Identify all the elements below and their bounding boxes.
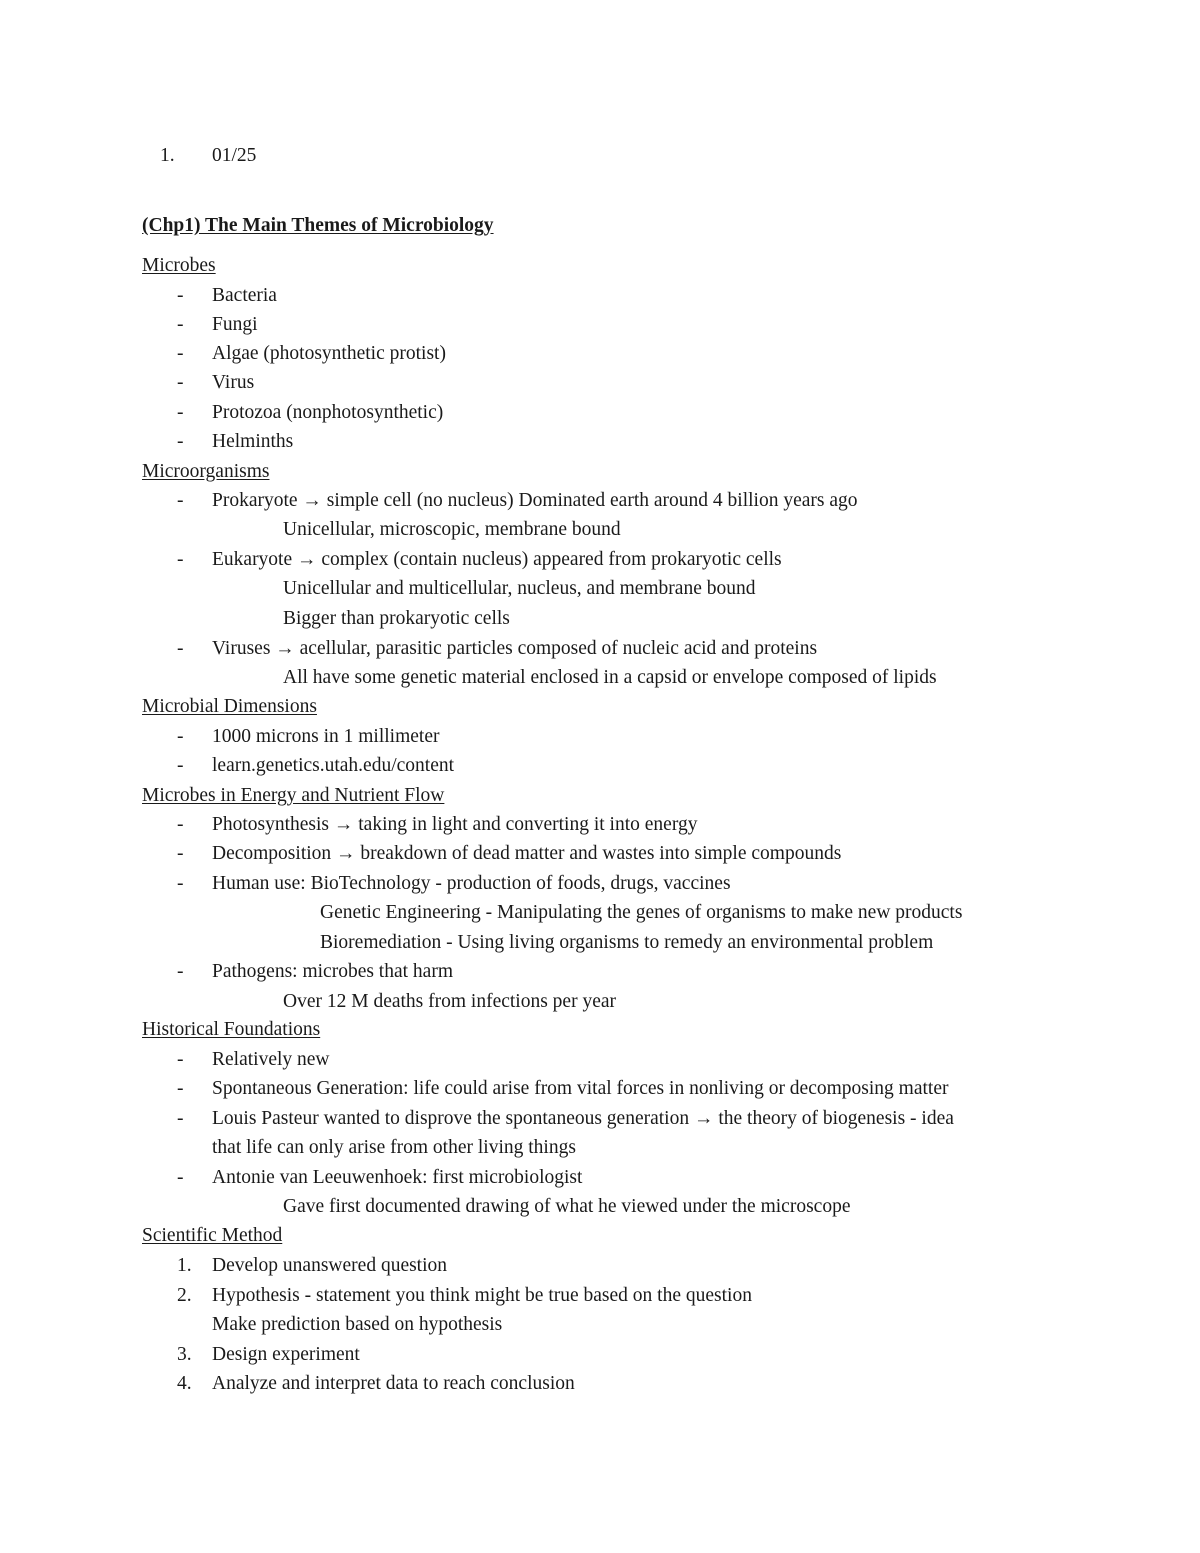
- step-number: 2.: [177, 1285, 192, 1306]
- bullet-dash: -: [177, 372, 184, 393]
- list-item: Viruses → acellular, parasitic particles composed of nucleic acid and proteins: [212, 638, 818, 659]
- list-item: learn.genetics.utah.edu/content: [212, 755, 455, 776]
- chapter-title: (Chp1) The Main Themes of Microbiology: [142, 215, 494, 236]
- list-item: Analyze and interpret data to reach conclusion: [212, 1373, 575, 1394]
- bullet-dash: -: [177, 961, 184, 982]
- list-item-continuation: that life can only arise from other living things: [212, 1137, 576, 1158]
- list-item: Bacteria: [212, 285, 277, 306]
- sub-note: Bigger than prokaryotic cells: [283, 608, 510, 629]
- section-heading-method: Scientific Method: [142, 1225, 283, 1246]
- list-item: Helminths: [212, 431, 294, 452]
- list-item: Design experiment: [212, 1344, 360, 1365]
- step-number: 4.: [177, 1373, 192, 1394]
- list-item: Antonie van Leeuwenhoek: first microbiologist: [212, 1167, 583, 1188]
- list-item: Virus: [212, 372, 255, 393]
- bullet-dash: -: [177, 1078, 184, 1099]
- bullet-dash: -: [177, 1167, 184, 1188]
- sub-note: Gave first documented drawing of what he viewed under the microscope: [283, 1196, 851, 1217]
- bullet-dash: -: [177, 314, 184, 335]
- list-item-continuation: Make prediction based on hypothesis: [212, 1314, 503, 1335]
- section-heading-historical: Historical Foundations: [142, 1019, 321, 1040]
- bullet-dash: -: [177, 638, 184, 659]
- list-item: 1000 microns in 1 millimeter: [212, 726, 440, 747]
- list-item: Photosynthesis → taking in light and converting it into energy: [212, 814, 698, 835]
- section-heading-microbes: Microbes: [142, 255, 216, 276]
- bullet-dash: -: [177, 873, 184, 894]
- sub-note: All have some genetic material enclosed in a capsid or envelope composed of lipids: [283, 667, 937, 688]
- bullet-dash: -: [177, 431, 184, 452]
- bullet-dash: -: [177, 814, 184, 835]
- section-heading-dimensions: Microbial Dimensions: [142, 696, 317, 717]
- list-item: Hypothesis - statement you think might be true based on the question: [212, 1285, 752, 1306]
- bullet-dash: -: [177, 755, 184, 776]
- list-item: Spontaneous Generation: life could arise from vital forces in nonliving or decomposing matter: [212, 1078, 949, 1099]
- sub-note: Unicellular, microscopic, membrane bound: [283, 519, 621, 540]
- list-item: Pathogens: microbes that harm: [212, 961, 453, 982]
- bullet-dash: -: [177, 843, 184, 864]
- sub-note: Genetic Engineering - Manipulating the genes of organisms to make new products: [320, 902, 963, 923]
- bullet-dash: -: [177, 343, 184, 364]
- list-item: Relatively new: [212, 1049, 330, 1070]
- step-number: 1.: [177, 1255, 192, 1276]
- date-text: 01/25: [212, 145, 257, 166]
- list-item: Protozoa (nonphotosynthetic): [212, 402, 444, 423]
- sub-note: Bioremediation - Using living organisms to remedy an environmental problem: [320, 932, 934, 953]
- sub-note: Unicellular and multicellular, nucleus, and membrane bound: [283, 578, 756, 599]
- bullet-dash: -: [177, 726, 184, 747]
- bullet-dash: -: [177, 490, 184, 511]
- step-number: 3.: [177, 1344, 192, 1365]
- bullet-dash: -: [177, 1049, 184, 1070]
- bullet-dash: -: [177, 549, 184, 570]
- section-heading-microorganisms: Microorganisms: [142, 461, 270, 482]
- list-item: Eukaryote → complex (contain nucleus) appeared from prokaryotic cells: [212, 549, 782, 570]
- section-heading-energy: Microbes in Energy and Nutrient Flow: [142, 785, 445, 806]
- list-item: Prokaryote → simple cell (no nucleus) Dominated earth around 4 billion years ago: [212, 490, 858, 511]
- sub-note: Over 12 M deaths from infections per year: [283, 991, 617, 1012]
- list-item: Human use: BioTechnology - production of foods, drugs, vaccines: [212, 873, 731, 894]
- list-item: Louis Pasteur wanted to disprove the spontaneous generation → the theory of biogenesis - idea: [212, 1108, 954, 1129]
- list-item: Decomposition → breakdown of dead matter and wastes into simple compounds: [212, 843, 842, 864]
- top-item-marker: 1.: [160, 145, 175, 166]
- list-item: Fungi: [212, 314, 258, 335]
- bullet-dash: -: [177, 402, 184, 423]
- bullet-dash: -: [177, 285, 184, 306]
- list-item: Develop unanswered question: [212, 1255, 448, 1276]
- bullet-dash: -: [177, 1108, 184, 1129]
- list-item: Algae (photosynthetic protist): [212, 343, 446, 364]
